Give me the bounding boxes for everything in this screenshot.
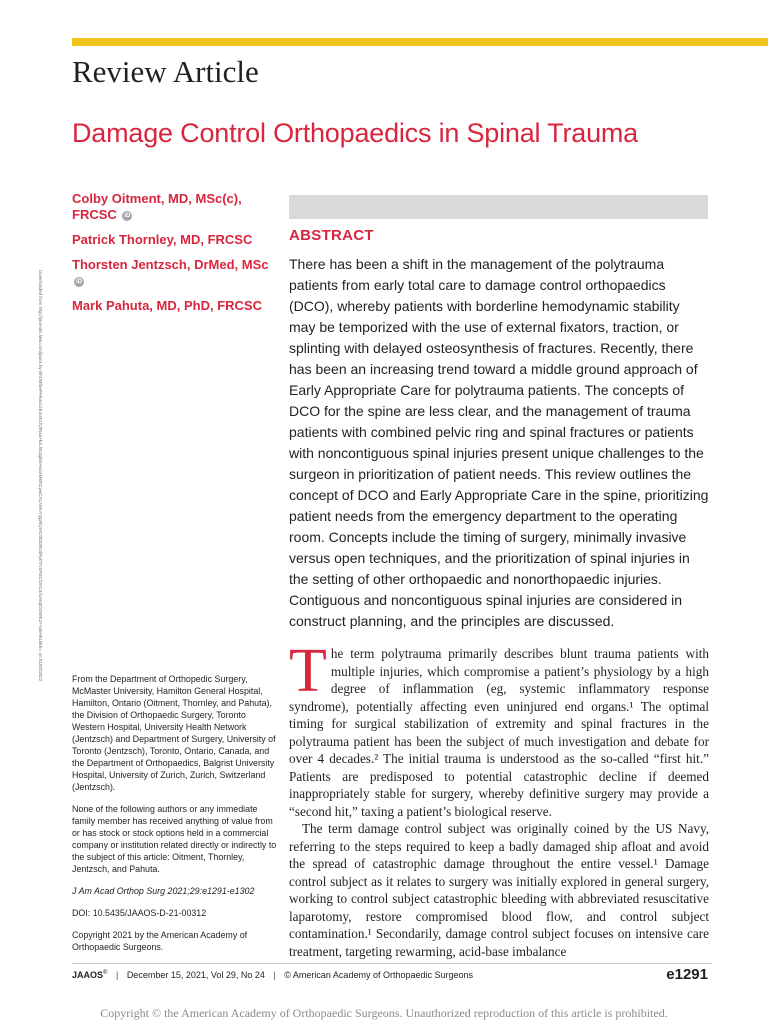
citation: J Am Acad Orthop Surg 2021;29:e1291-e1302: [72, 886, 255, 896]
body-text: [289, 637, 709, 960]
body-paragraph-text: he term polytrauma primarily describes blunt trauma patients with multiple injuries, which compromise a patient’s physiology by a high degree of inflammation (eg, systemic inflammatory response syndrome), potentially affecting even uninjured end organs.¹ The optimal timing for surgical stabilization of extremity and spinal fractures in the polytrauma patient has been the subject of much investigation and debate for over 4 decades.² The initial trauma is understood as the so-called “first hit.” Patients are predisposed to potential catastrophic decline if deemed inappropriately stable for surgery, whereby definitive surgery may provide a “second hit,” taxing a patient’s biological reserve.: [289, 646, 709, 819]
abstract-heading: ABSTRACT: [289, 227, 374, 244]
header-accent-bar: [72, 38, 768, 46]
abstract-text: [289, 254, 709, 632]
author-name: Thorsten Jentzsch, DrMed, MSc: [72, 257, 269, 272]
drop-cap: T: [289, 637, 327, 705]
disclosure-note: None of the following authors or any immediate family member has received anything of value from or has stock or stock options held in a commercial company or institution related directly or indirectly to the subject of this article: Oitment, Thornley, Jentzsch, and Pahuta.: [72, 804, 277, 874]
abstract-header-bar: [289, 195, 708, 219]
body-paragraph: [289, 637, 709, 820]
article-title: Damage Control Orthopaedics in Spinal Trauma: [72, 118, 638, 148]
footer-separator: |: [273, 970, 276, 980]
copyright-notice: Copyright © the American Academy of Orthopaedic Surgeons. Unauthorized reproduction of this article is prohibited.: [100, 1006, 668, 1020]
author-name: Patrick Thornley, MD, FRCSC: [72, 232, 253, 247]
page-number: e1291: [666, 966, 708, 983]
footer-separator: |: [115, 970, 119, 980]
author-name: Mark Pahuta, MD, PhD, FRCSC: [72, 298, 262, 313]
author-list: [72, 191, 272, 323]
author-item[interactable]: [72, 257, 272, 289]
footer-divider: [72, 963, 712, 964]
issue-info: December 15, 2021, Vol 29, No 24: [126, 970, 265, 980]
orcid-icon[interactable]: iD: [124, 212, 131, 219]
article-type: Review Article: [72, 54, 259, 89]
publisher-info: © American Academy of Orthopaedic Surgeons: [284, 970, 474, 980]
footer-info: [72, 970, 473, 980]
journal-name: JAAOS: [72, 970, 104, 980]
article-sidebar: [72, 673, 277, 963]
author-name: Colby Oitment, MD, MSc(c), FRCSC: [72, 191, 242, 222]
body-paragraph: The term damage control subject was originally coined by the US Navy, referring to the steps required to keep a badly damaged ship afloat and avoid the spread of catastrophic damage throughout the entire vessel.¹ Damage control subject as it relates to surgery was initially explored in general surgery, working to control subject catastrophic bleeding with abbreviated resuscitative laparotomy, restore compromised blood flow, and control subject contamination.¹ Secondarily, damage control subject focuses on intensive care treatment, targeting rewarming, acid-base imbalance: [289, 821, 709, 959]
doi-link[interactable]: DOI: 10.5435/JAAOS-D-21-00312: [72, 908, 207, 918]
download-watermark-text: Downloaded from http://journals.lww.com/jaaos by BhDMf5ePHKav1zEoum1tQfN4a+kJLhEZgbsIHo4XMi0hCywCX1AWnYQp/IlQrHD3i3D0OdRyi7TvSFl4Cf3VC4/OAVpDDa8K2+Ya6H515kE= on 01/02/2022: [38, 270, 43, 682]
abstract-paragraph: There has been a shift in the management of the polytrauma patients from early total care to damage control orthopaedics (DCO), whereby patients with borderline hemodynamic stability may be temporized with the use of external fixators, traction, or splinting with delayed osteosynthesis of fractures. Recently, there has been an increasing trend toward a middle ground approach of Early Appropriate Care for polytrauma patients. The concepts of DCO for the spine are less clear, and the management of trauma patients with combined pelvic ring and spinal fractures or patients with noncontiguous spinal injuries present unique challenges to the surgeon in prioritization of patient needs. This review outlines the concept of DCO and Early Appropriate Care in the spine, prioritizing patient needs from the emergency department to the operating room. Concepts include the timing of surgery, minimally invasive versus open techniques, and the prioritization of spinal injuries in the setting of other orthopaedic and nonorthopaedic injuries. Contiguous and noncontiguous spinal injuries are considered in construct planning, and the principles are discussed.: [289, 256, 709, 629]
author-item[interactable]: [72, 298, 272, 314]
journal-registered-mark: ®: [103, 970, 108, 976]
author-item[interactable]: [72, 191, 272, 223]
affiliation-note: From the Department of Orthopedic Surgery, McMaster University, Hamilton General Hospital, Hamilton, Ontario (Oitment, Thornley, and Pahuta), the Division of Orthopaedic Surgery, Toronto Western Hospital, University Health Network (Jentzsch) and Department of Surgery, University of Toronto (Jentzsch), Toronto, Ontario, Canada, and the Department of Orthopaedics, Balgrist University Hospital, University of Zurich, Zurich, Switzerland (Jentzsch).: [72, 674, 276, 792]
orcid-icon[interactable]: iD: [76, 278, 82, 285]
author-item[interactable]: [72, 232, 272, 248]
copyright-note: Copyright 2021 by the American Academy of Orthopaedic Surgeons.: [72, 930, 248, 952]
download-watermark: [35, 270, 43, 750]
